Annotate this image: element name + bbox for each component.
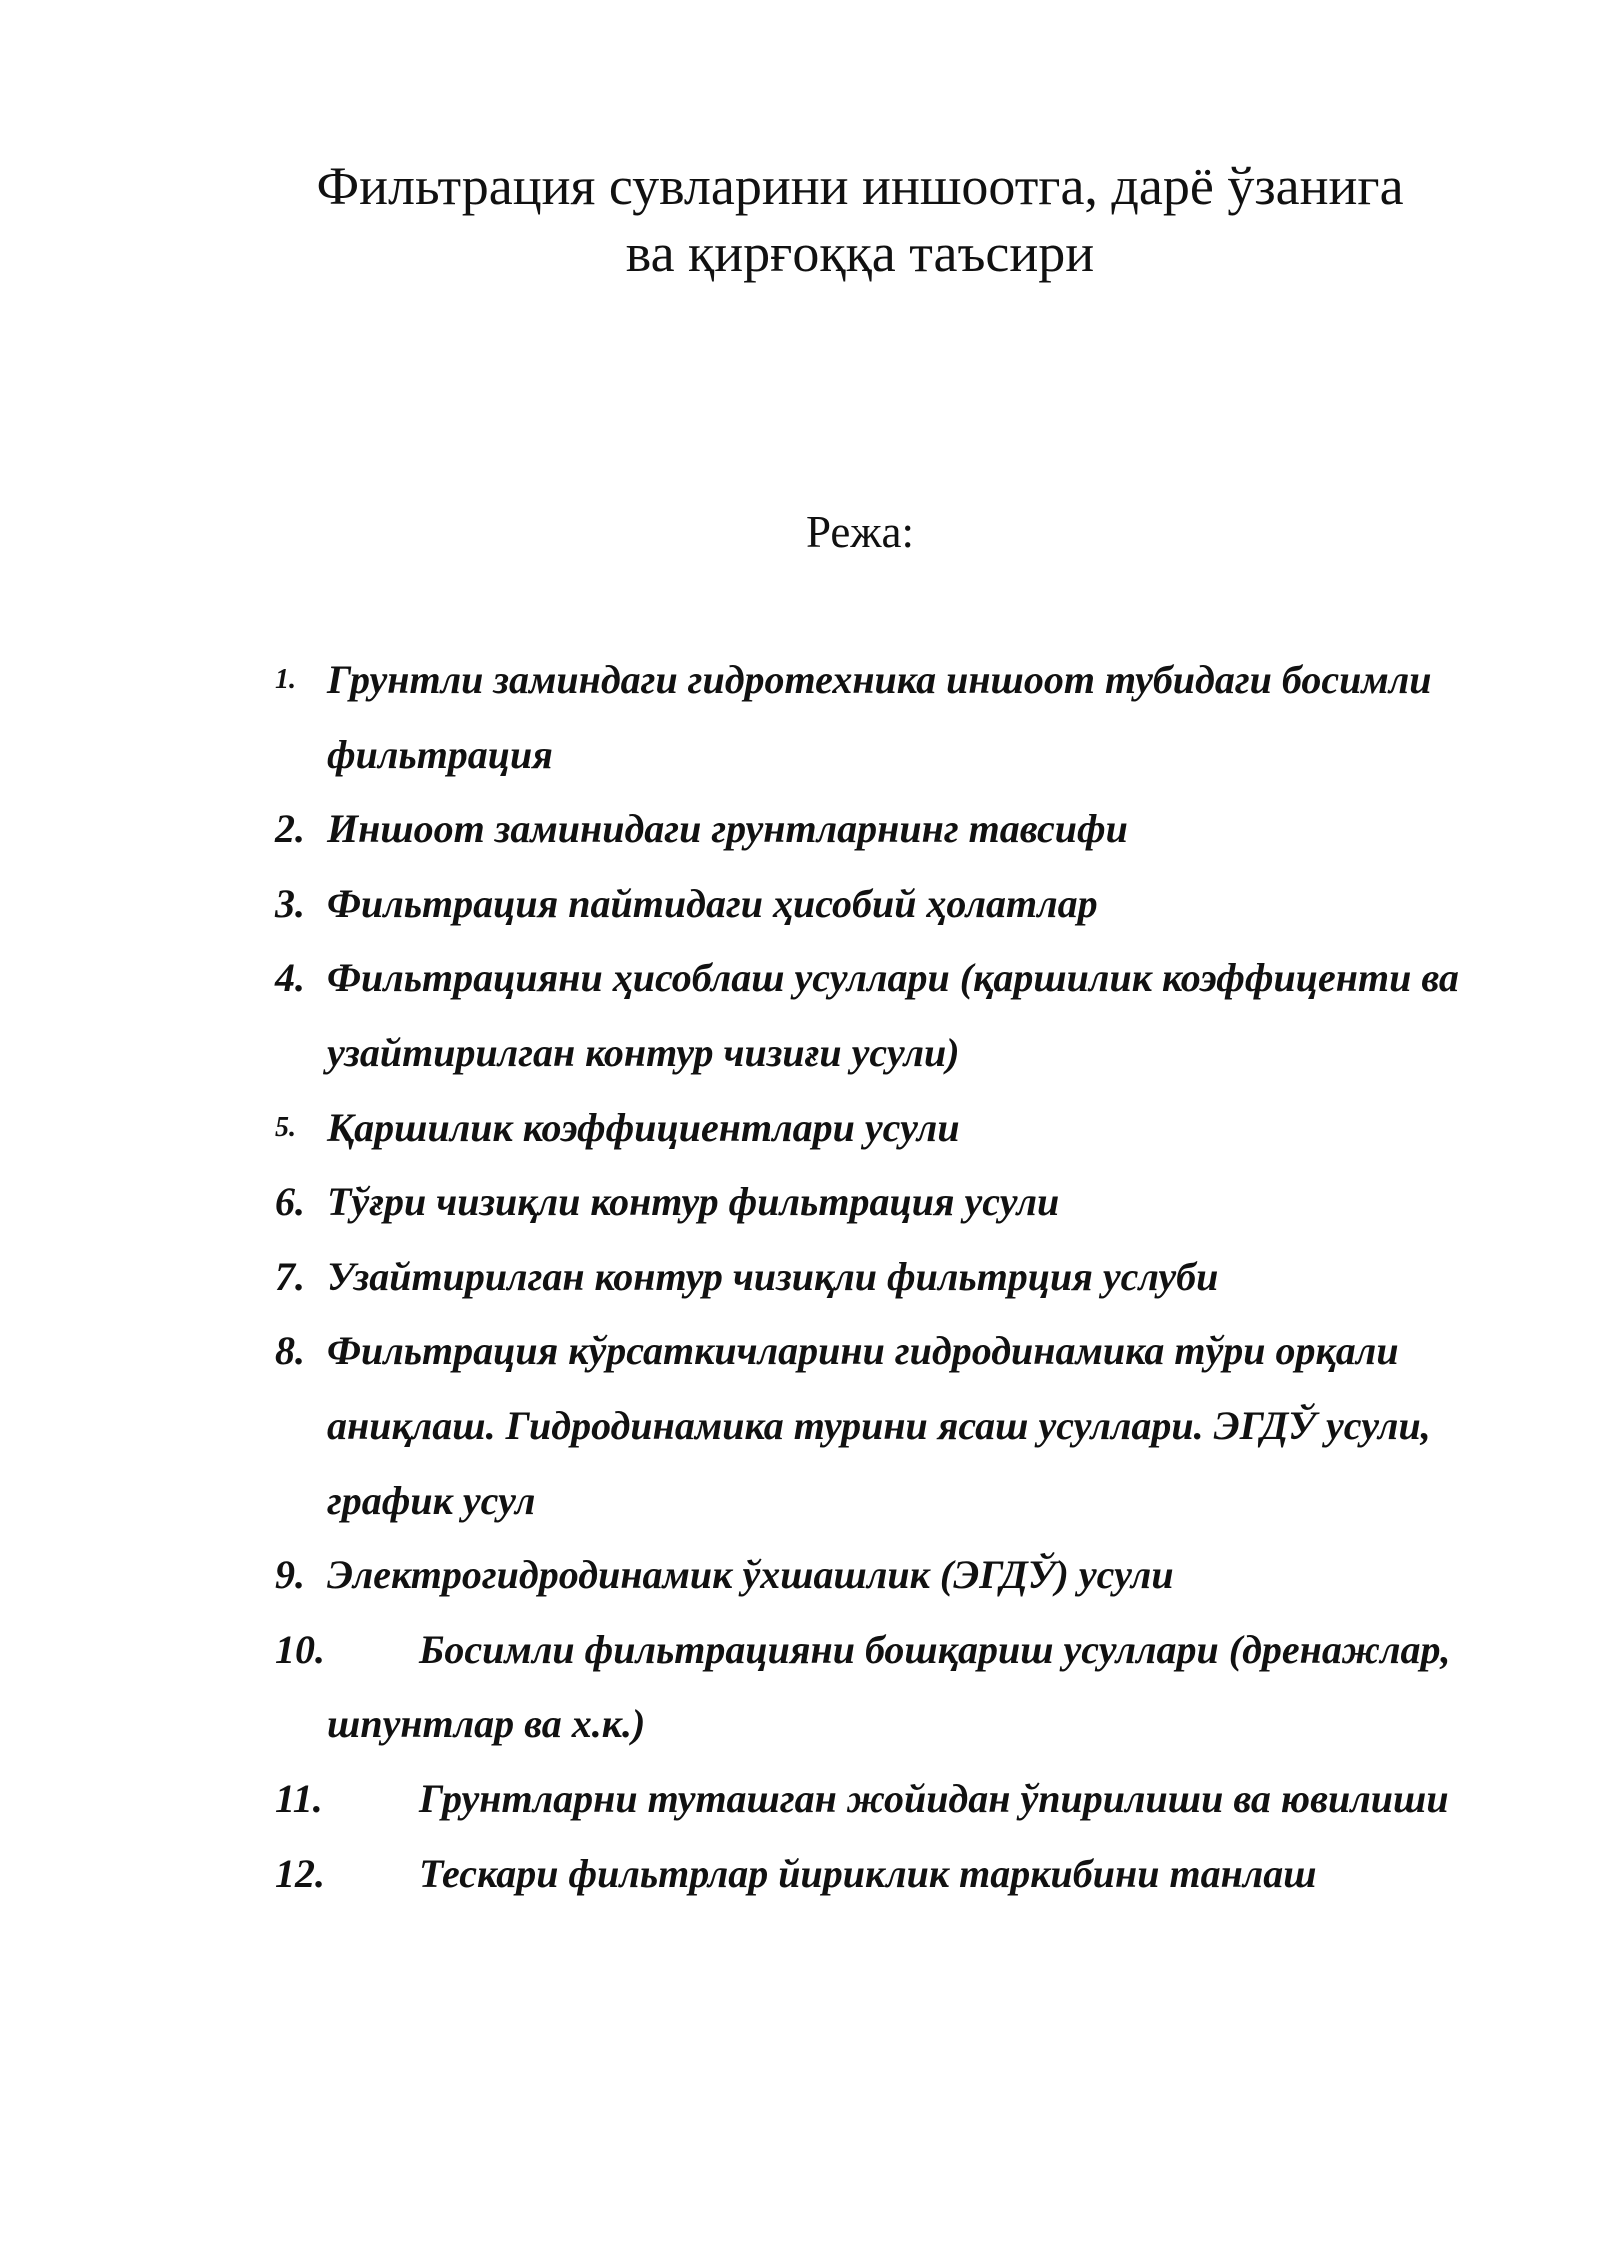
plan-item-text: Узайтирилган контур чизиқли фильтрция услуби <box>327 1253 1219 1299</box>
plan-item-number: 10. <box>275 1626 325 1672</box>
plan-item-number: 9. <box>275 1552 305 1598</box>
plan-item-12 <box>275 1837 1515 1912</box>
plan-item-7 <box>275 1240 1515 1315</box>
plan-item-2 <box>275 792 1515 867</box>
plan-item-number: 6. <box>275 1179 305 1225</box>
plan-item-10 <box>275 1613 1515 1762</box>
plan-item-text: Грунтли заминдаги гидротехника иншоот тубидаги босимли фильтрация <box>327 657 1432 777</box>
document-title <box>200 153 1520 287</box>
title-line-2: ва қирғоққа таъсири <box>625 223 1095 283</box>
plan-item-text: Қаршилик коэффициентлари усули <box>327 1104 960 1150</box>
plan-item-11 <box>275 1762 1515 1837</box>
plan-item-1 <box>275 643 1515 792</box>
plan-item-text: Босимли фильтрацияни бошқариш усуллари (дренажлар, шпунтлар ва х.к.) <box>327 1626 1451 1747</box>
plan-item-number: 4. <box>275 955 305 1001</box>
plan-item-9 <box>275 1538 1515 1613</box>
plan-item-text: Фильтрация пайтидаги ҳисобий ҳолатлар <box>327 880 1098 926</box>
plan-item-text: Тескари фильтрлар йириклик таркибини танлаш <box>419 1850 1317 1896</box>
plan-item-number: 3. <box>275 880 305 926</box>
plan-item-number: 1. <box>275 664 296 695</box>
plan-item-5 <box>275 1091 1515 1166</box>
plan-item-3 <box>275 867 1515 942</box>
plan-item-number: 5. <box>275 1111 296 1143</box>
plan-item-number: 12. <box>275 1850 325 1896</box>
plan-item-text: Грунтларни туташган жойидан ўпирилиши ва ювилиши <box>419 1775 1449 1821</box>
plan-item-number: 7. <box>275 1253 305 1299</box>
plan-item-text: Электрогидродинамик ўхшашлик (ЭГДЎ) усули <box>327 1552 1174 1598</box>
plan-item-text: Тўғри чизиқли контур фильтрация усули <box>327 1179 1060 1225</box>
plan-item-text: Иншоот заминидаги грунтларнинг тавсифи <box>327 806 1128 852</box>
title-line-1: Фильтрация сувларини иншоотга, дарё ўзанига <box>316 156 1404 216</box>
plan-item-text: Фильтрацияни ҳисоблаш усуллари (қаршилик коэффиценти ва узайтирилган контур чизиғи усули) <box>327 955 1459 1075</box>
plan-item-text: Фильтрация кўрсаткичларини гидродинамика тўри орқали аниқлаш. Гидродинамика турини ясаш усуллари. ЭГДЎ усули, график усул <box>327 1328 1431 1523</box>
plan-item-number: 8. <box>275 1328 305 1374</box>
plan-item-4 <box>275 941 1515 1090</box>
plan-heading: Режа: <box>806 507 914 557</box>
plan-item-number: 11. <box>275 1775 323 1821</box>
plan-list <box>275 643 1515 1911</box>
plan-item-8 <box>275 1314 1515 1538</box>
plan-item-6 <box>275 1165 1515 1240</box>
plan-item-number: 2. <box>275 806 305 852</box>
